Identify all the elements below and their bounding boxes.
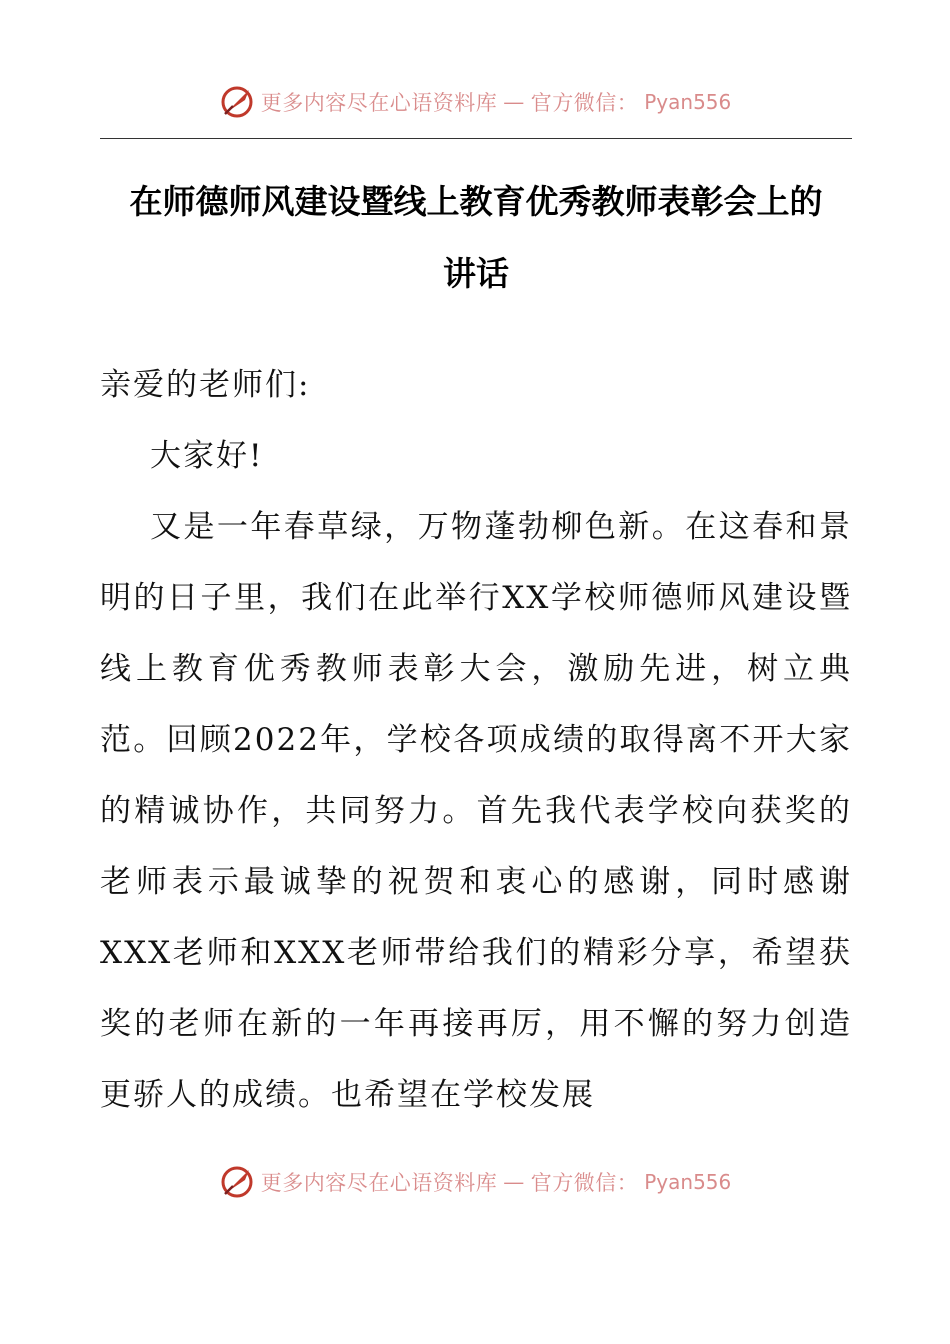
quill-logo-icon bbox=[219, 84, 255, 120]
footer-banner bbox=[0, 1162, 950, 1202]
body-paragraph: 又是一年春草绿，万物蓬勃柳色新。在这春和景明的日子里，我们在此举行XX学校师德师风建设暨线上教育优秀教师表彰大会，激励先进，树立典范。回顾2022年，学校各项成绩的取得离不开大家的精诚协作，共同努力。首先我代表学校向获奖的老师表示最诚挚的祝贺和衷心的感谢，同时感谢XXX老师和XXX老师带给我们的精彩分享，希望获奖的老师在新的一年再接再厉，用不懈的努力创造更骄人的成绩。也希望在学校发展 bbox=[100, 509, 852, 1113]
title-line-2: 讲话 bbox=[443, 254, 509, 293]
header-banner bbox=[0, 82, 950, 122]
document-title bbox=[100, 166, 852, 310]
banner-wechat-id: Pyan556 bbox=[644, 90, 732, 114]
banner-dash: — bbox=[503, 90, 525, 114]
quill-logo-icon bbox=[219, 1164, 255, 1200]
banner-site-text: 更多内容尽在心语资料库 bbox=[260, 91, 498, 115]
footer-wechat-label: 官方微信： bbox=[530, 1171, 639, 1195]
document-body bbox=[100, 350, 852, 1131]
greeting: 大家好! bbox=[150, 438, 264, 474]
salutation: 亲爱的老师们: bbox=[100, 367, 311, 403]
footer-wechat-id: Pyan556 bbox=[644, 1170, 732, 1194]
banner-wechat-label: 官方微信： bbox=[530, 91, 639, 115]
footer-dash: — bbox=[503, 1170, 525, 1194]
title-line-1: 在师德师风建设暨线上教育优秀教师表彰会上的 bbox=[129, 182, 823, 221]
footer-site-text: 更多内容尽在心语资料库 bbox=[260, 1171, 498, 1195]
header-divider bbox=[100, 138, 852, 139]
